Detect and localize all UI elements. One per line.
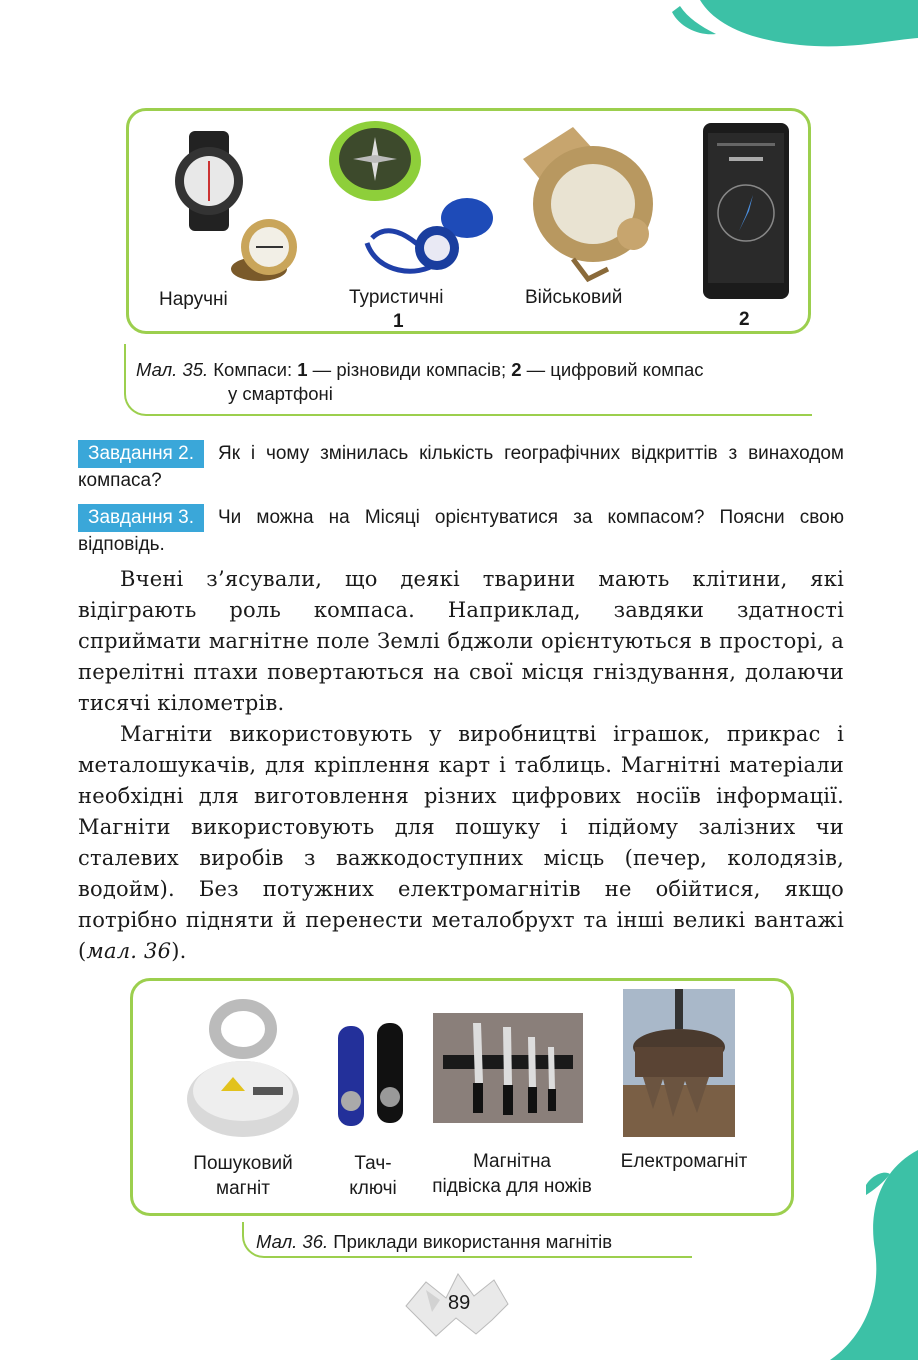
figure-36-box	[130, 978, 794, 1216]
figure-35-number-2: 2	[739, 309, 750, 330]
smartphone-compass-image	[703, 123, 789, 299]
search-magnet-image	[181, 999, 301, 1139]
military-compass-image	[513, 119, 673, 284]
paragraph-1: Вчені з’ясували, що деякі тварини мають клітини, які відіграють роль компаса. Наприклад, завдяки здатності сприймати магнітне поле Землі бджоли орієнтуються в просторі, а перелітні птахи повертаються на свої місця гніздування, долаючи тисячі кілометрів.	[78, 567, 844, 715]
task-3-text: Чи можна на Місяці орієнтуватися за компасом? Поясни свою відповідь.	[78, 507, 844, 555]
page-number: 89	[448, 1292, 471, 1314]
green-compass-image	[327, 117, 423, 202]
task-3	[78, 504, 844, 558]
knife-holder-label: Магнітна підвіска для ножів	[432, 1151, 592, 1197]
task-2	[78, 440, 844, 494]
touch-keys-image	[333, 1021, 413, 1131]
figure-35-number-1: 1	[393, 311, 404, 332]
electromagnet-label: Електромагніт	[620, 1151, 748, 1172]
main-text	[78, 564, 844, 967]
task-2-badge: Завдання 2.	[78, 440, 204, 468]
brass-compass-image	[211, 211, 311, 286]
tourist-compass-label: Туристичні	[349, 287, 444, 308]
electromagnet-image	[623, 989, 735, 1137]
figure-35-caption-prefix: Мал. 35.	[136, 359, 209, 380]
knife-holder-image	[433, 1013, 583, 1123]
figure-35-box	[126, 108, 811, 334]
figure-35-caption-line2: у смартфоні	[228, 383, 333, 404]
task-2-text: Як і чому змінилась кількість географічних відкриттів з винаходом компаса?	[78, 443, 844, 491]
figure-36-reference: мал. 36	[86, 939, 172, 963]
wrist-compass-label: Наручні	[159, 289, 228, 310]
blue-compass-image	[357, 193, 507, 283]
paragraph-2: Магніти використовують у виробництві іграшок, прикрас і металошукачів, для кріплення карт і таблиць. Магнітні матеріали необхідні для виготовлення різних цифрових носіїв інформації. Магніти використовують для пошуку і підйому залізних чи сталевих виробів з важкодоступних місць (печер, колодязів, водойм). Без потужних електромагнітів не обійтися, якщо потрібно підняти й перенести металобрухт та інші великі вантажі (мал. 36).	[78, 722, 844, 963]
figure-35-caption: Мал. 35. Компаси: 1 — різновиди компасів; 2 — цифровий компас у смартфоні	[136, 359, 704, 404]
touch-keys-label: Тач- ключі	[349, 1153, 397, 1199]
military-compass-label: Військовий	[525, 287, 623, 308]
figure-36-caption-prefix: Мал. 36.	[256, 1231, 329, 1252]
figure-36-caption: Мал. 36. Приклади використання магнітів	[256, 1231, 613, 1252]
task-3-badge: Завдання 3.	[78, 504, 204, 532]
search-magnet-label: Пошуковий магніт	[193, 1153, 293, 1199]
